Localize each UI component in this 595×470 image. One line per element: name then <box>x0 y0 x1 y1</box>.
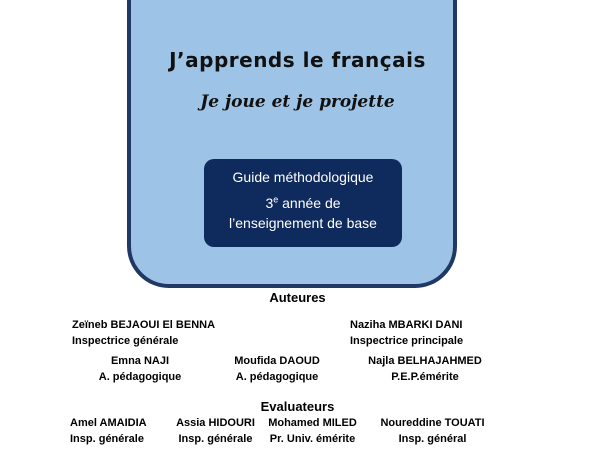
author-name: Naziha MBARKI DANI <box>350 319 463 331</box>
author-name: Zeïneb BEJAOUI El BENNA <box>72 319 216 331</box>
guide-type: Guide méthodologique <box>232 169 374 185</box>
author-entry <box>355 353 495 385</box>
guide-label-box <box>204 159 402 247</box>
authors-heading: Auteures <box>269 290 326 305</box>
author-entry <box>85 353 195 385</box>
evaluator-entry <box>168 415 263 447</box>
evaluator-role: Insp. générale <box>178 433 253 445</box>
evaluator-name: Amel AMAIDIA <box>70 417 147 429</box>
author-entry <box>72 317 215 349</box>
evaluator-name: Mohamed MILED <box>268 417 357 429</box>
evaluator-entry <box>260 415 365 447</box>
evaluator-role: Insp. général <box>398 433 467 445</box>
author-entry <box>350 317 463 349</box>
author-role: A. pédagogique <box>98 371 182 383</box>
education-level: l’enseignement de base <box>229 215 377 231</box>
grade-level: 3e année de <box>265 194 341 211</box>
author-role: P.E.P.émérite <box>391 371 459 383</box>
author-name: Emna NAJI <box>110 355 170 367</box>
evaluators-heading: Evaluateurs <box>260 399 335 414</box>
evaluator-role: Pr. Univ. émérite <box>269 433 356 445</box>
author-role: Inspectrice principale <box>350 335 464 347</box>
author-role: A. pédagogique <box>235 371 319 383</box>
author-name: Moufida DAOUD <box>234 355 320 367</box>
author-entry <box>222 353 332 385</box>
evaluator-entry <box>375 415 490 447</box>
author-role: Inspectrice générale <box>72 335 179 347</box>
evaluator-name: Noureddine TOUATI <box>380 417 485 429</box>
evaluator-entry <box>70 415 147 447</box>
book-title: J’apprends le français <box>169 48 426 72</box>
evaluator-role: Insp. générale <box>70 433 144 445</box>
book-subtitle: Je joue et je projette <box>200 92 395 112</box>
author-name: Najla BELHAJAHMED <box>368 355 482 367</box>
evaluator-name: Assia HIDOURI <box>176 417 255 429</box>
